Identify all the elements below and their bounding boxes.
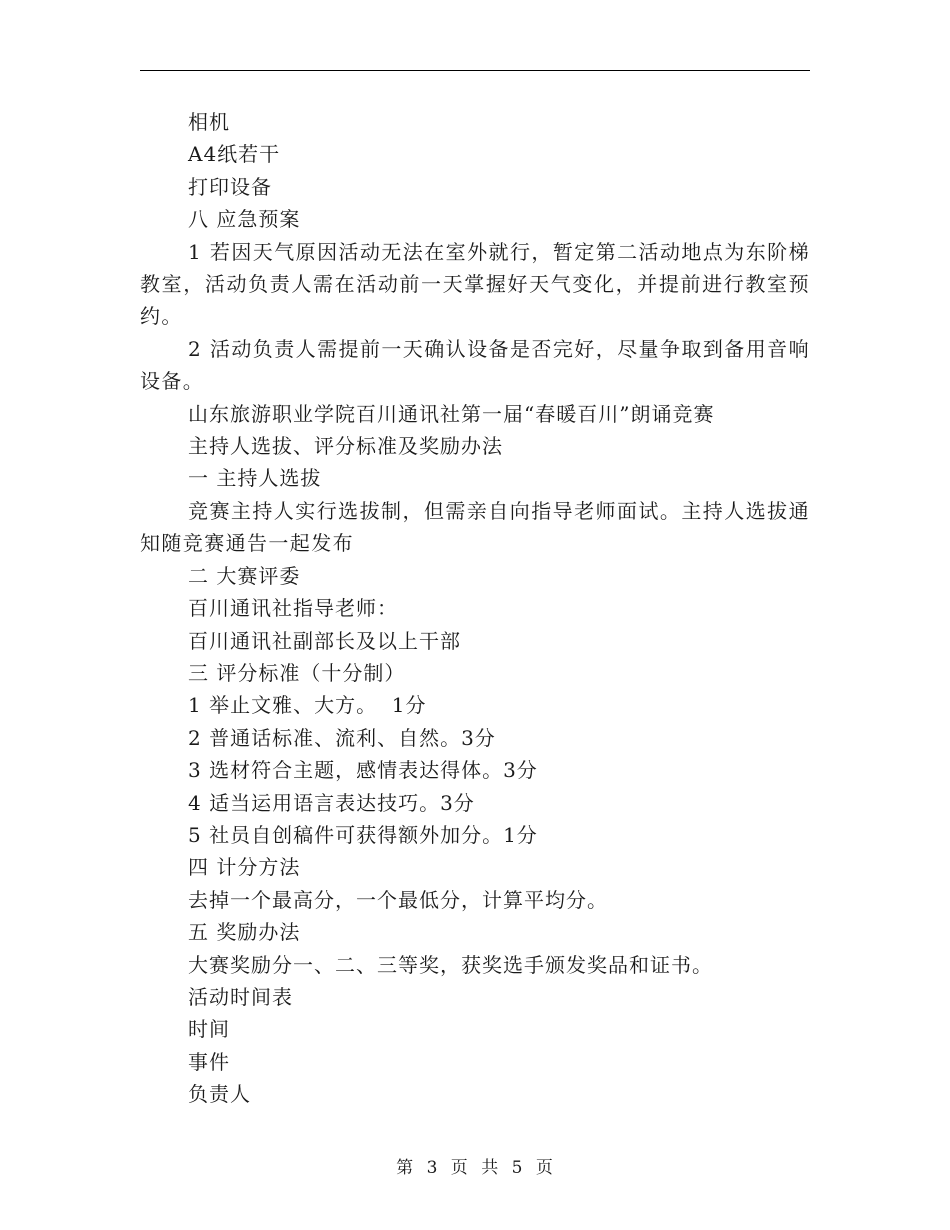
paragraph: 竞赛主持人实行选拔制，但需亲自向指导老师面试。主持人选拔通知随竞赛通告一起发布 <box>140 498 810 556</box>
section-heading: 一 主持人选拔 <box>188 466 322 491</box>
paragraph: 1 若因天气原因活动无法在室外就行，暂定第二活动地点为东阶梯教室，活动负责人需在活动前一天掌握好天气变化，并提前进行教室预约。 <box>140 239 810 329</box>
text-line: 活动时间表 <box>188 984 293 1009</box>
section-heading: 四 计分方法 <box>188 855 301 880</box>
section-heading: 五 奖励办法 <box>188 920 301 945</box>
document-body <box>140 106 810 1111</box>
section-heading: 三 评分标准（十分制） <box>188 660 406 685</box>
page-number: 第 3 页 共 5 页 <box>396 1158 554 1178</box>
list-item: 3 选材符合主题，感情表达得体。3分 <box>188 758 538 783</box>
section-heading: 二 大赛评委 <box>188 563 301 588</box>
table-header-cell: 事件 <box>188 1049 230 1074</box>
list-item: 2 普通话标准、流利、自然。3分 <box>188 725 496 750</box>
document-title: 山东旅游职业学院百川通讯社第一届“春暖百川”朗诵竞赛 <box>188 401 715 426</box>
table-header-cell: 负责人 <box>188 1082 251 1107</box>
table-header-cell: 时间 <box>188 1017 230 1042</box>
list-item: 1 举止文雅、大方。 1分 <box>188 693 427 718</box>
document-subtitle: 主持人选拔、评分标准及奖励办法 <box>188 434 503 459</box>
list-item: 4 适当运用语言表达技巧。3分 <box>188 790 475 815</box>
paragraph: 2 活动负责人需提前一天确认设备是否完好，尽量争取到备用音响设备。 <box>140 336 810 394</box>
text-line: 打印设备 <box>188 174 272 199</box>
text-line: 百川通讯社指导老师： <box>188 596 398 621</box>
text-line: 去掉一个最高分，一个最低分，计算平均分。 <box>188 887 608 912</box>
text-line: 相机 <box>188 110 230 134</box>
header-rule <box>140 70 810 71</box>
section-heading: 八 应急预案 <box>188 207 301 232</box>
text-line: A4纸若干 <box>188 142 281 167</box>
text-line: 大赛奖励分一、二、三等奖，获奖选手颁发奖品和证书。 <box>188 952 713 977</box>
list-item: 5 社员自创稿件可获得额外加分。1分 <box>188 822 538 847</box>
text-line: 百川通讯社副部长及以上干部 <box>188 628 461 653</box>
